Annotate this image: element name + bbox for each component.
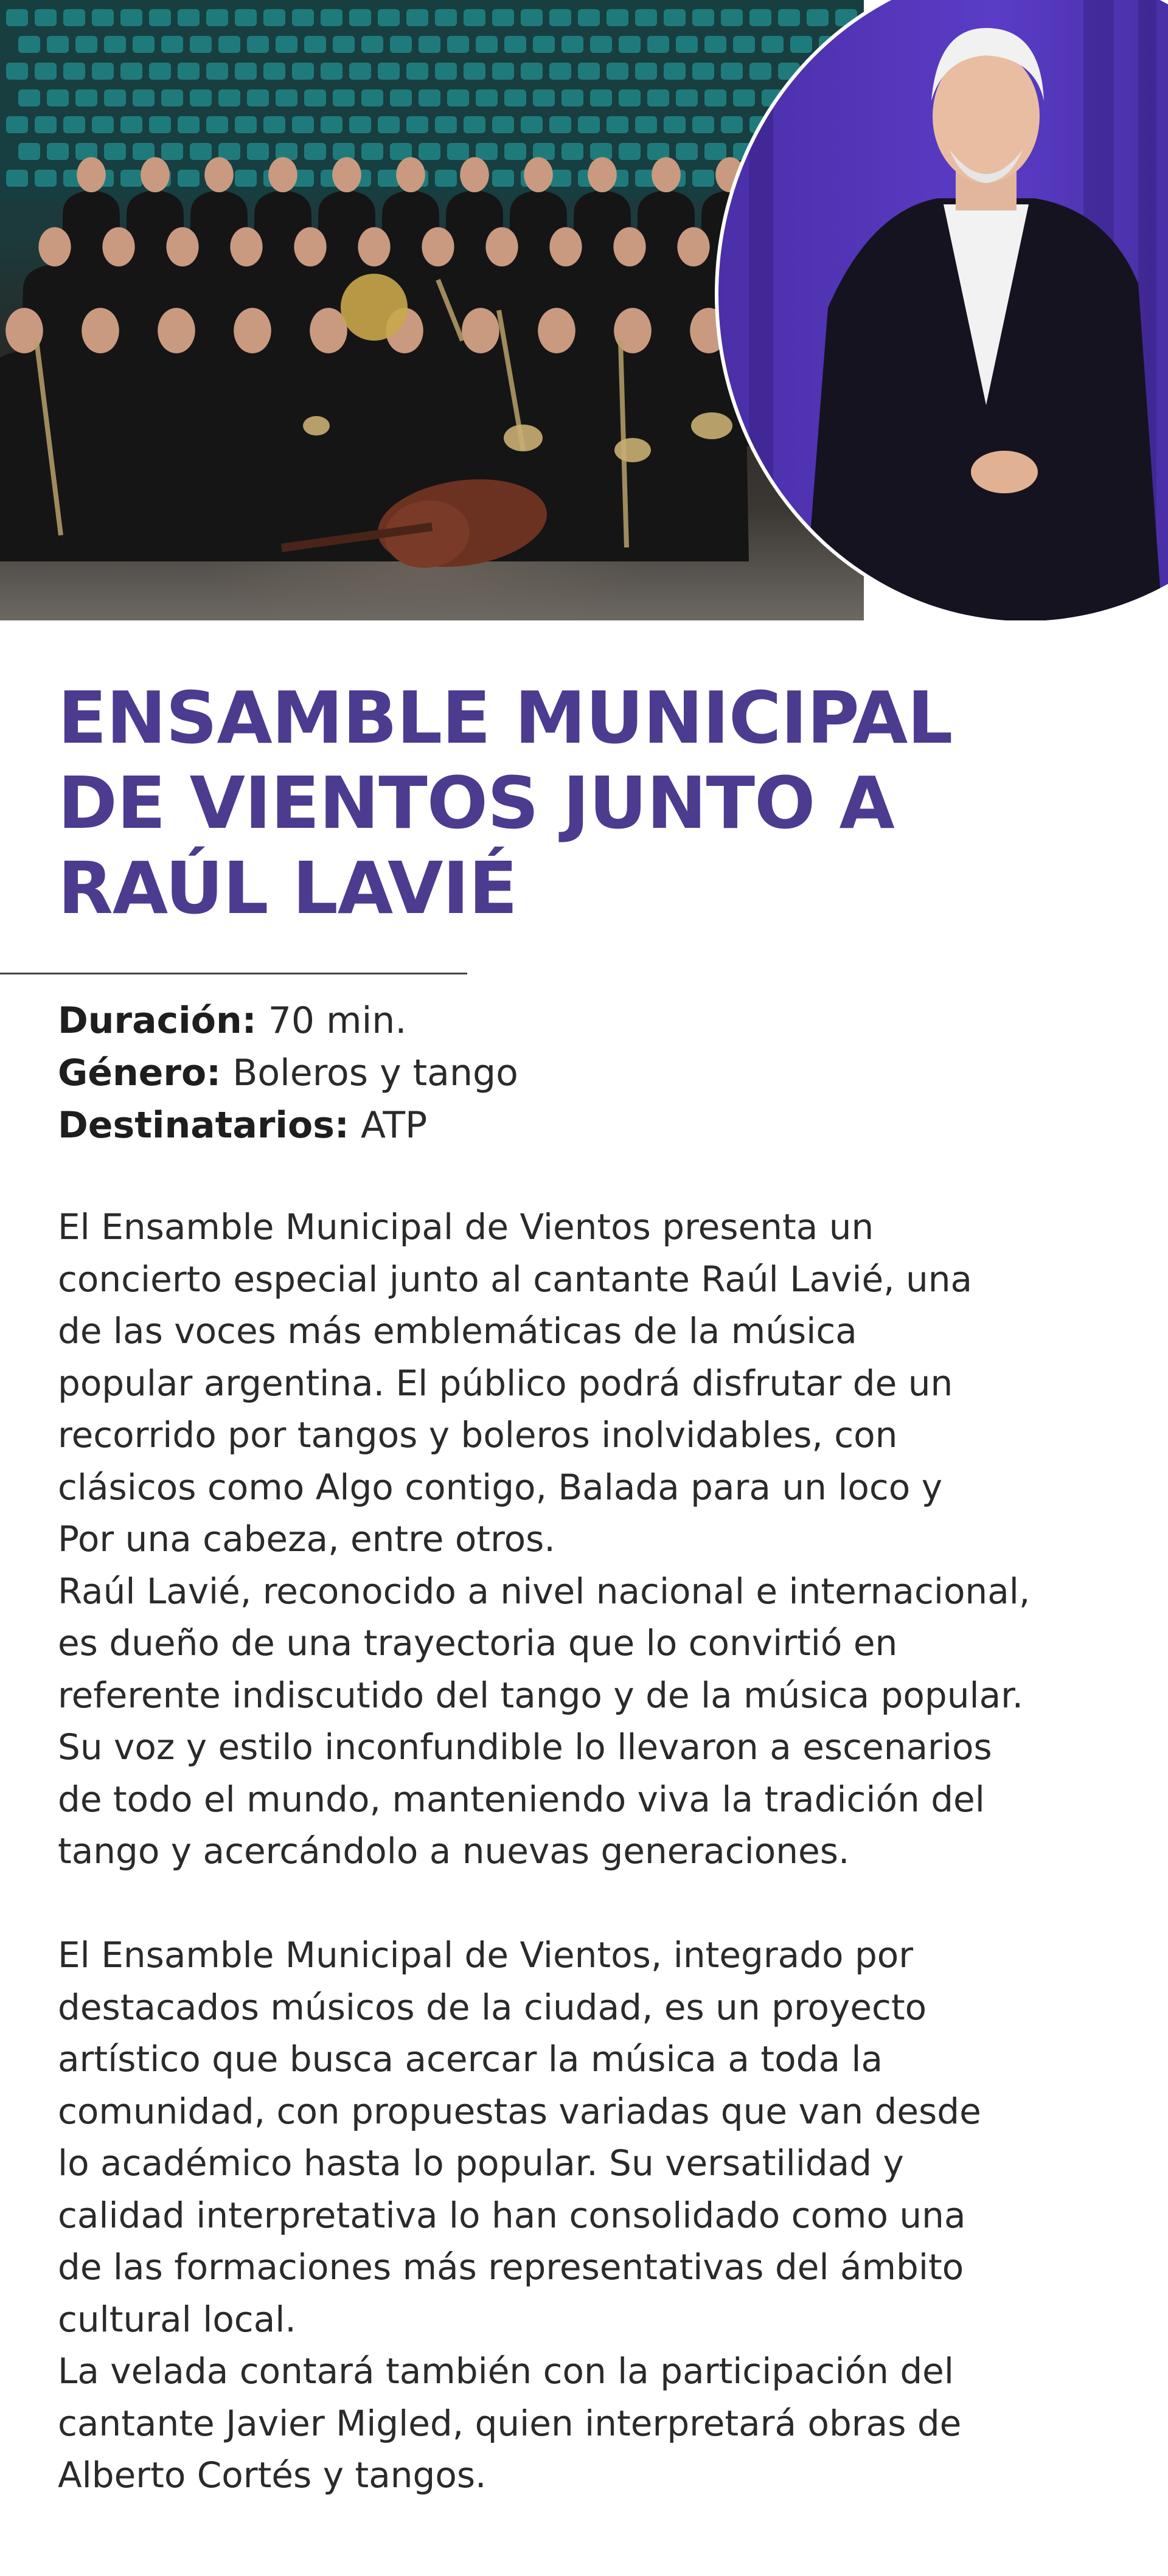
description-line: Su voz y estilo inconfundible lo llevaron a escenarios (58, 1726, 992, 1768)
paragraph-spacer (58, 1878, 1147, 1930)
audience-label: Destinatarios: (58, 1104, 349, 1147)
description-line: La velada contará también con la participación del (58, 2350, 954, 2392)
singer-figure-graphic (718, 0, 1168, 620)
genre-row (58, 1047, 518, 1099)
description-line: concierto especial junto al cantante Raúl Lavié, una (58, 1258, 973, 1300)
description-line: Por una cabeza, entre otros. (58, 1518, 555, 1560)
description-paragraph-2 (58, 1929, 1147, 2502)
description-line: comunidad, con propuestas variadas que van desde (58, 2090, 981, 2132)
description-line: Raúl Lavié, reconocido a nivel nacional e internacional, (58, 1570, 1031, 1612)
description-line: artístico que busca acercar la música a toda la (58, 2038, 883, 2080)
event-title (58, 675, 1092, 931)
title-divider (0, 973, 467, 974)
genre-label: Género: (58, 1052, 221, 1094)
event-description (58, 1201, 1147, 2502)
singer-portrait-photo (715, 0, 1168, 620)
description-line: lo académico hasta lo popular. Su versatilidad y (58, 2142, 904, 2184)
description-line: de las voces más emblemáticas de la música (58, 1310, 857, 1352)
event-title-line-2: DE VIENTOS JUNTO A (58, 761, 894, 845)
description-line: referente indiscutido del tango y de la música popular. (58, 1674, 1024, 1716)
description-line: cantante Javier Migled, quien interpretará obras de (58, 2402, 962, 2444)
event-title-line-1: ENSAMBLE MUNICIPAL (58, 676, 953, 760)
description-line: El Ensamble Municipal de Vientos, integrado por (58, 1934, 914, 1976)
description-line: tango y acercándolo a nuevas generaciones. (58, 1830, 850, 1872)
duration-row (58, 995, 518, 1047)
event-details (58, 995, 518, 1151)
description-line: es dueño de una trayectoria que lo convirtió en (58, 1622, 898, 1664)
description-line: recorrido por tangos y boleros inolvidables, con (58, 1414, 898, 1456)
hero-banner (0, 0, 1168, 620)
description-line: cultural local. (58, 2298, 296, 2340)
duration-value: 70 min. (268, 999, 407, 1042)
event-title-line-3: RAÚL LAVIÉ (58, 846, 517, 930)
genre-value: Boleros y tango (232, 1052, 518, 1094)
audience-value: ATP (361, 1104, 428, 1147)
description-line: calidad interpretativa lo han consolidado como una (58, 2194, 966, 2236)
description-line: clásicos como Algo contigo, Balada para un loco y (58, 1466, 943, 1508)
description-line: destacados músicos de la ciudad, es un proyecto (58, 1986, 927, 2028)
duration-label: Duración: (58, 999, 257, 1042)
description-line: Alberto Cortés y tangos. (58, 2454, 487, 2496)
description-line: de todo el mundo, manteniendo viva la tradición del (58, 1778, 985, 1820)
description-line: El Ensamble Municipal de Vientos presenta un (58, 1206, 874, 1248)
description-paragraph-1 (58, 1201, 1147, 1878)
description-line: de las formaciones más representativas del ámbito (58, 2246, 964, 2288)
description-line: popular argentina. El público podrá disfrutar de un (58, 1362, 953, 1404)
audience-row (58, 1099, 518, 1151)
